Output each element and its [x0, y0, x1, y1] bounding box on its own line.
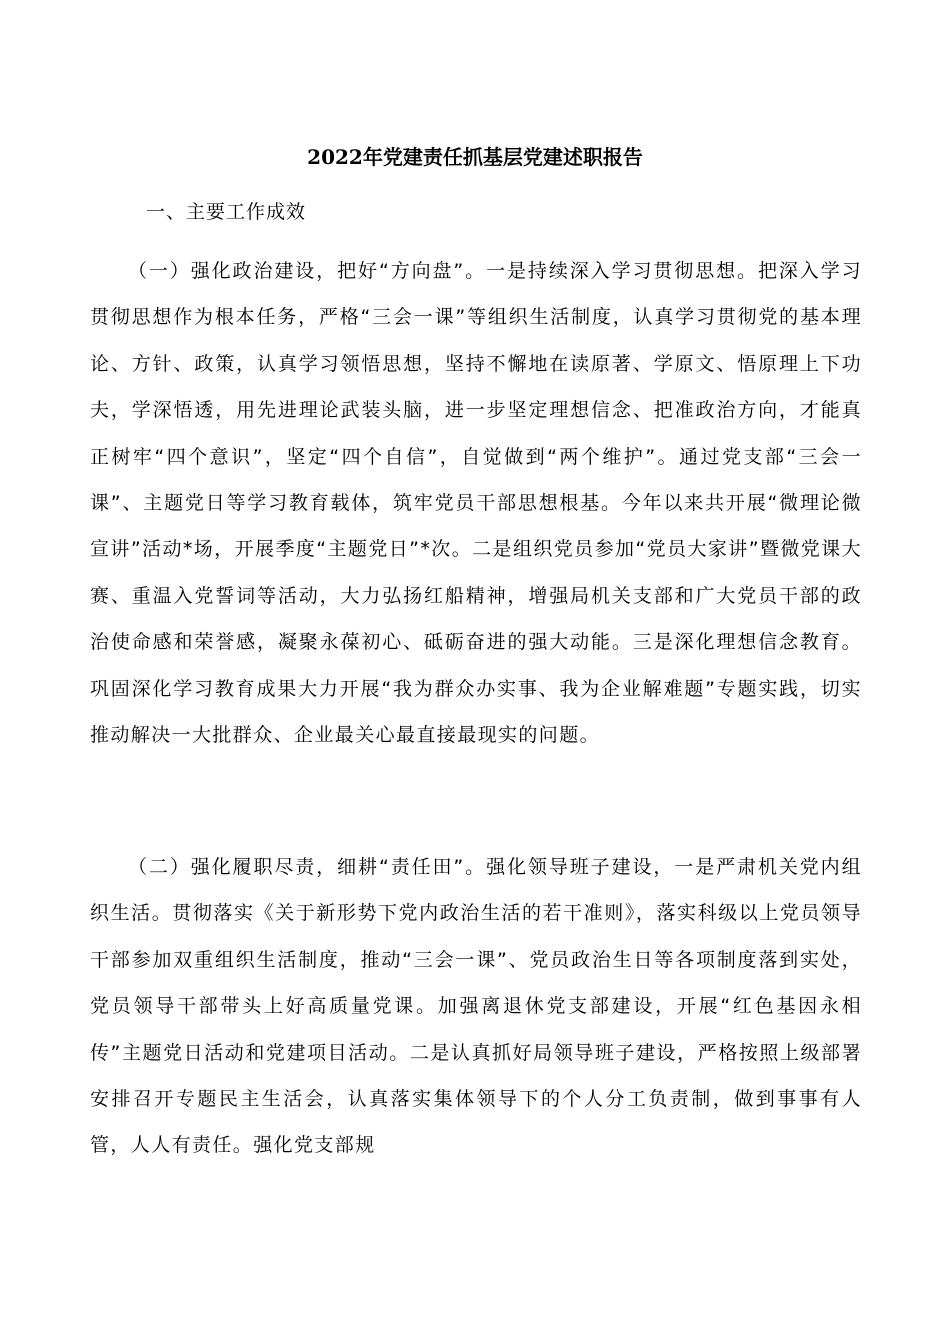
body-paragraph-2: （二）强化履职尽责，细耕“责任田”。强化领导班子建设，一是严肃机关党内组织生活。贯彻落实《关于新形势下党内政治生活的若干准则》，落实科级以上党员领导干部参加双重组织生活制度，推动“三会一课”、党员政治生日等各项制度落到实处，党员领导干部带头上好高质量党课。加强离退休党支部建设，开展“红色基因永相传”主题党日活动和党建项目活动。二是认真抓好局领导班子建设，严格按照上级部署安排召开专题民主生活会，认真落实集体领导下的个人分工负责制，做到事事有人管，人人有责任。强化党支部规	[90, 856, 862, 1157]
document-title: 2022年党建责任抓基层党建述职报告	[307, 145, 643, 169]
body-paragraph-1: （一）强化政治建设，把好“方向盘”。一是持续深入学习贯彻思想。把深入学习贯彻思想作为根本任务，严格“三会一课”等组织生活制度，认真学习贯彻党的基本理论、方针、政策，认真学习领悟思想，坚持不懈地在读原著、学原文、悟原理上下功夫，学深悟透，用先进理论武装头脑，进一步坚定理想信念、把准政治方向，才能真正树牢“四个意识”，坚定“四个自信”，自觉做到“两个维护”。通过党支部“三会一课”、主题党日等学习教育载体，筑牢党员干部思想根基。今年以来共开展“微理论微宣讲”活动*场，开展季度“主题党日”*次。二是组织党员参加“党员大家讲”暨微党课大赛、重温入党誓词等活动，大力弘扬红船精神，增强局机关支部和广大党员干部的政治使命感和荣誉感，凝聚永葆初心、砥砺奋进的强大动能。三是深化理想信念教育。巩固深化学习教育成果大力开展“我为群众办实事、我为企业解难题”专题实践，切实推动解决一大批群众、企业最关心最直接最现实的问题。	[90, 260, 862, 747]
section-heading: 一、主要工作成效	[146, 201, 307, 223]
